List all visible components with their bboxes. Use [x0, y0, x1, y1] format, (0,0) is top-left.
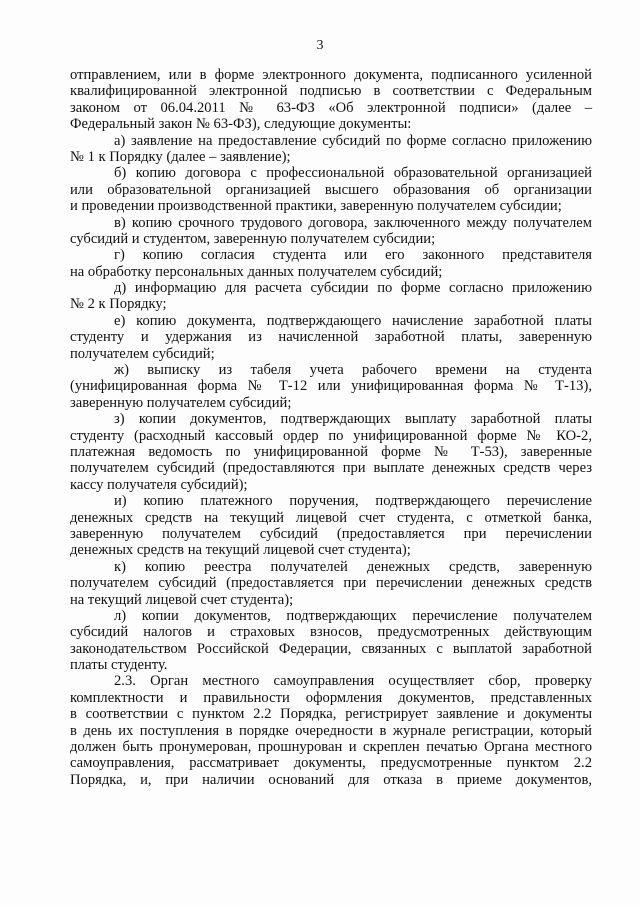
- text-line: отправлением, или в форме электронного документа, подписанного усиленной: [70, 67, 592, 83]
- text-line: кассу получателя субсидий);: [70, 476, 248, 493]
- paragraph-item-v: [70, 215, 592, 248]
- text-line: комплектности и правильности оформления документов, представленных: [70, 689, 592, 706]
- text-line: платы студенту.: [70, 657, 168, 674]
- text-line: получателем субсидий;: [70, 345, 215, 362]
- text-line: № 1 к Порядку (далее – заявление);: [70, 148, 291, 165]
- text-line: денежных средств на текущий лицевой счет студента);: [70, 542, 411, 559]
- text-line: денежных средств на текущий лицевой счет студента, с отметкой банка,: [70, 509, 592, 526]
- paragraph-section-2-3: [70, 673, 592, 788]
- text-line: или образовательной организацией высшего образования об организации: [70, 181, 592, 198]
- text-line: студенту и удержания из начисленной заработной платы, заверенную: [70, 329, 592, 346]
- text-line: получателем субсидий (предоставляется при перечислении денежных средств: [70, 575, 592, 592]
- text-line: заверенную получателем субсидий;: [70, 394, 292, 411]
- text-line: должен быть пронумерован, прошнурован и скреплен печатью Органа местного: [70, 739, 592, 756]
- paragraph-item-z: [70, 411, 592, 493]
- text-line: в день их поступления в порядке очередности в журнале регистрации, который: [70, 722, 592, 739]
- text-line: самоуправления, рассматривает документы, предусмотренные пунктом 2.2: [70, 755, 592, 772]
- text-line: Федеральный закон № 63-ФЗ), следующие документы:: [70, 116, 412, 133]
- paragraph-item-l: [70, 608, 592, 674]
- text-line: 2.3. Орган местного самоуправления осуществляет сбор, проверку: [114, 673, 592, 690]
- paragraph-item-e: [70, 313, 592, 362]
- text-line: студенту (расходный кассовый ордер по унифицированной форме № КО-2,: [70, 427, 592, 444]
- text-line: з) копии документов, подтверждающих выплату заработной платы: [114, 411, 592, 428]
- text-line: и) копию платежного поручения, подтверждающего перечисление: [114, 493, 592, 510]
- text-line: на текущий лицевой счет студента);: [70, 591, 294, 608]
- text-line: е) копию документа, подтверждающего начисление заработной платы: [114, 312, 592, 329]
- text-line: (унифицированная форма № Т-12 или унифицированная форма № Т-13),: [70, 378, 592, 395]
- paragraph-item-d: [70, 280, 592, 313]
- paragraph-item-zh: [70, 362, 592, 411]
- page-number: 3: [316, 38, 324, 53]
- text-line: законодательством Российской Федерации, связанных с выплатой заработной: [70, 640, 592, 657]
- text-line: л) копии документов, подтверждающих перечисление получателем: [114, 607, 592, 624]
- text-line: Порядка, и, при наличии оснований для отказа в приеме документов,: [70, 771, 592, 788]
- text-line: г) копию согласия студента или его законного представителя: [114, 247, 592, 264]
- paragraph-item-i: [70, 493, 592, 559]
- paragraph-item-a: [70, 133, 592, 166]
- paragraph-item-g: [70, 247, 592, 280]
- text-line: б) копию договора с профессиональной образовательной организацией: [114, 165, 592, 182]
- text-line: платежная ведомость по унифицированной форме № Т-53), заверенные: [70, 443, 592, 460]
- text-line: получателем субсидий (предоставляются при выплате денежных средств через: [70, 460, 592, 477]
- text-line: законом от 06.04.2011 № 63-ФЗ «Об электронной подписи» (далее –: [70, 99, 592, 116]
- text-line: квалифицированной электронной подписью в соответствии с Федеральным: [70, 83, 592, 100]
- text-line: № 2 к Порядку;: [70, 296, 167, 313]
- text-line: и проведении производственной практики, заверенную получателем субсидии;: [70, 198, 562, 215]
- text-line: на обработку персональных данных получателем субсидий;: [70, 263, 443, 280]
- paragraph-item-k: [70, 559, 592, 608]
- text-line: субсидий налогов и страховых взносов, предусмотренных действующим: [70, 624, 592, 641]
- paragraph-intro: [70, 67, 592, 133]
- text-line: ж) выписку из табеля учета рабочего времени на студента: [114, 362, 592, 379]
- document-body: [70, 67, 592, 788]
- text-line: заверенную получателем субсидий (предоставляется при перечислении: [70, 525, 592, 542]
- text-line: в соответствии с пунктом 2.2 Порядка, регистрирует заявление и документы: [70, 706, 592, 723]
- text-line: к) копию реестра получателей денежных средств, заверенную: [114, 558, 592, 575]
- text-line: в) копию срочного трудового договора, заключенного между получателем: [114, 214, 592, 231]
- text-line: а) заявление на предоставление субсидий по форме согласно приложению: [114, 132, 592, 149]
- text-line: субсидий и студентом, заверенную получателем субсидии;: [70, 230, 436, 247]
- text-line: д) информацию для расчета субсидии по форме согласно приложению: [114, 280, 592, 297]
- paragraph-item-b: [70, 165, 592, 214]
